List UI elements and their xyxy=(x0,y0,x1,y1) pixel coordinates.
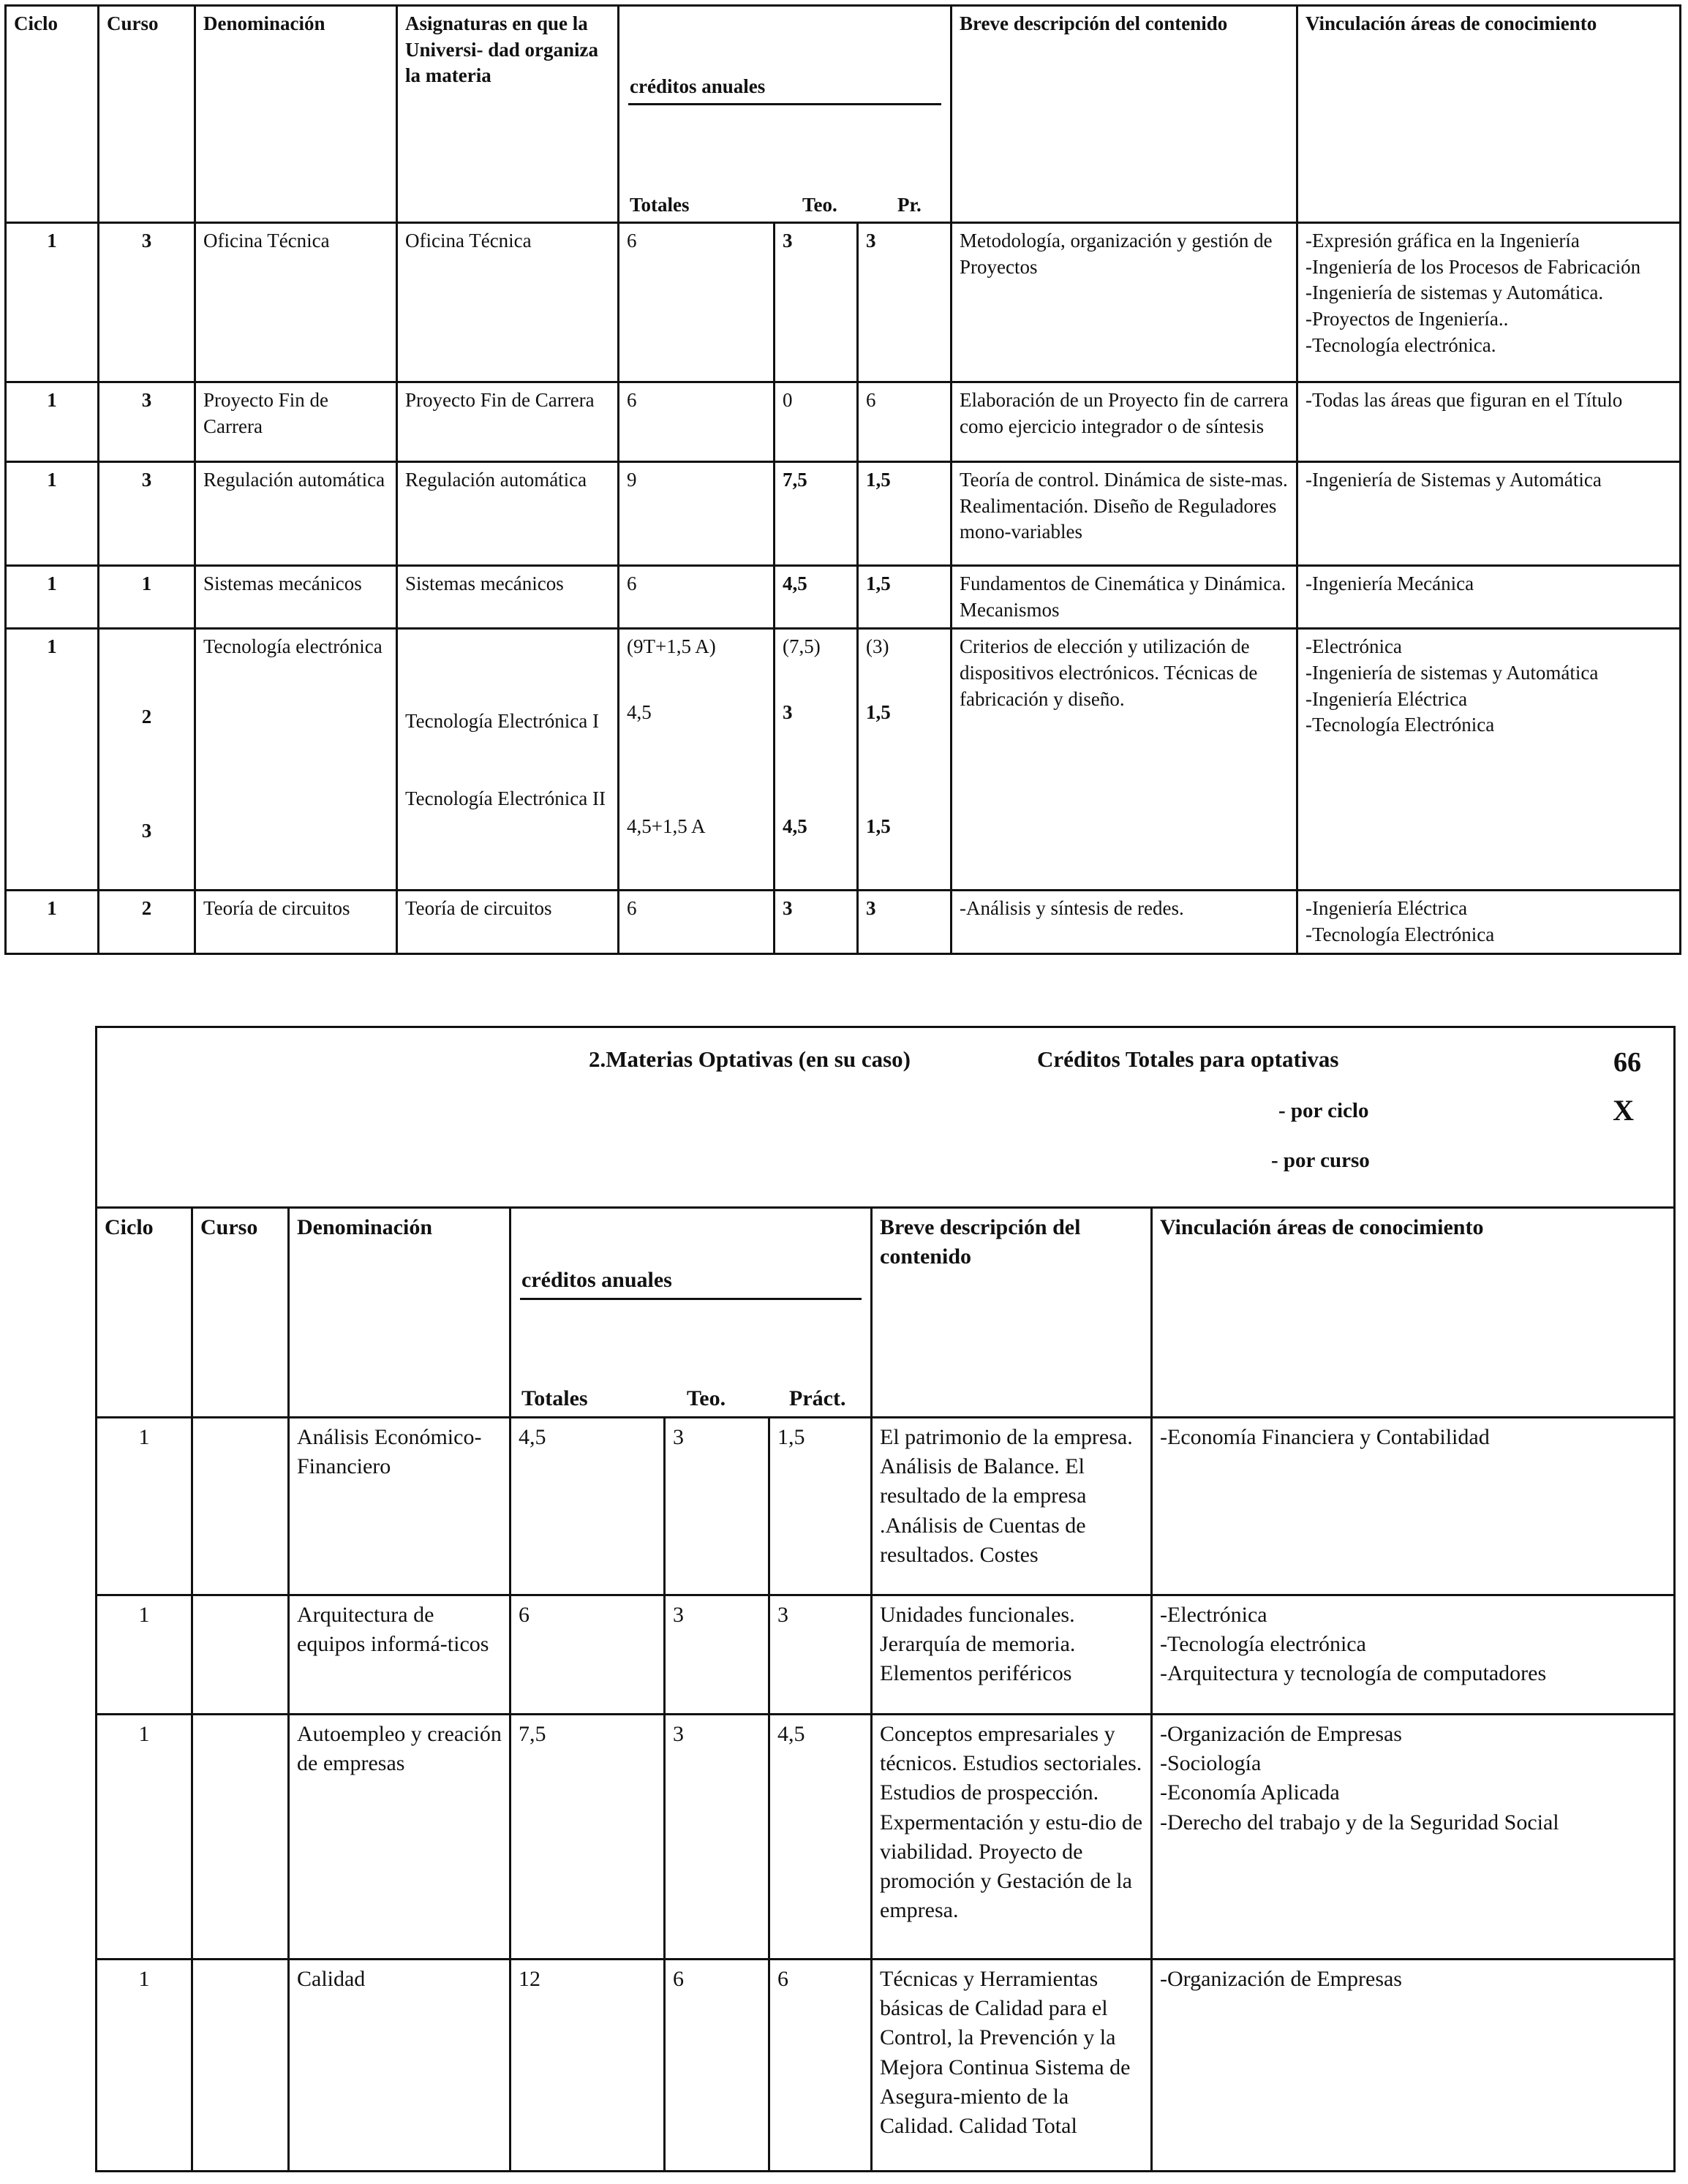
cell-descripcion: -Análisis y síntesis de redes. xyxy=(952,891,1297,953)
cell-teo: 7,5 xyxy=(775,462,858,566)
cell-areas xyxy=(1297,462,1681,566)
cell-asignatura: Oficina Técnica xyxy=(397,223,619,382)
cell-teo: 6 xyxy=(665,1960,769,2172)
table-row xyxy=(97,1960,1675,2172)
header-curso: Curso xyxy=(192,1208,289,1418)
header-totales: Totales xyxy=(630,194,690,216)
cell-curso: 2 xyxy=(99,891,195,953)
cell-pract: 3 xyxy=(769,1595,872,1715)
cell-ciclo: 1 xyxy=(6,462,99,566)
header-teo: Teo. xyxy=(687,1386,726,1410)
cell-ciclo: 1 xyxy=(6,566,99,629)
area-item: -Ingeniería Eléctrica xyxy=(1305,897,1468,920)
sub-totales: 4,5 xyxy=(627,700,652,723)
cell-denominacion: Proyecto Fin de Carrera xyxy=(195,382,397,462)
area-item: -Ingeniería Mecánica xyxy=(1305,573,1474,594)
area-item: -Electrónica xyxy=(1305,635,1402,658)
sub-pr: 1,5 xyxy=(866,815,891,837)
sub-totales: 4,5+1,5 A xyxy=(627,815,706,837)
area-item: -Proyectos de Ingeniería.. xyxy=(1305,307,1509,330)
optativas-banner xyxy=(97,1027,1675,1208)
area-item: -Ingeniería de los Procesos de Fabricación xyxy=(1305,255,1641,278)
sub-asignatura: Tecnología Electrónica I xyxy=(405,710,599,733)
table-row xyxy=(97,1715,1675,1960)
area-item: -Ingeniería de sistemas y Automática xyxy=(1305,661,1599,684)
area-item: -Organización de Empresas xyxy=(1160,1967,1402,1991)
creditos-totales-label: Créditos Totales para optativas xyxy=(1037,1046,1339,1072)
creditos-divider xyxy=(628,103,941,105)
table-row xyxy=(6,382,1681,462)
area-item: -Ingeniería de Sistemas y Automática xyxy=(1305,469,1602,491)
cell-totales: 9 xyxy=(619,462,775,566)
troncales-table xyxy=(4,4,1681,955)
por-ciclo-mark: X xyxy=(1613,1094,1634,1127)
area-item: -Expresión gráfica en la Ingeniería xyxy=(1305,230,1580,252)
pr-value: (3) xyxy=(866,635,889,658)
cell-areas xyxy=(1297,223,1681,382)
area-item: -Economía Financiera y Contabilidad xyxy=(1160,1425,1490,1449)
cell-areas xyxy=(1297,566,1681,629)
area-item: -Electrónica xyxy=(1160,1603,1267,1627)
cell-asignatura: Regulación automática xyxy=(397,462,619,566)
area-item: -Todas las áreas que figuran en el Título xyxy=(1305,389,1623,411)
header-ciclo: Ciclo xyxy=(6,6,99,223)
cell-totales xyxy=(619,629,775,891)
cell-teo xyxy=(775,629,858,891)
sub-pr: 1,5 xyxy=(866,700,891,723)
creditos-anuales-label: créditos anuales xyxy=(630,75,766,97)
table2-header-row xyxy=(97,1208,1675,1418)
cell-curso xyxy=(192,1715,289,1960)
cell-asignatura: Teoría de circuitos xyxy=(397,891,619,953)
header-curso: Curso xyxy=(99,6,195,223)
cell-areas xyxy=(1297,382,1681,462)
optativas-table xyxy=(95,1026,1676,2172)
area-item: -Arquitectura y tecnología de computadores xyxy=(1160,1661,1547,1686)
table-row xyxy=(6,891,1681,953)
area-item: -Sociología xyxy=(1160,1751,1262,1776)
sub-asignatura: Tecnología Electrónica II xyxy=(405,787,606,809)
cell-curso xyxy=(192,1960,289,2172)
header-totales: Totales xyxy=(521,1386,588,1410)
cell-denominacion: Autoempleo y creación de empresas xyxy=(289,1715,510,1960)
cell-descripcion: Metodología, organización y gestión de Proyectos xyxy=(952,223,1297,382)
cell-totales: 7,5 xyxy=(510,1715,665,1960)
creditos-totales-value: 66 xyxy=(1613,1047,1641,1078)
header-denominacion: Denominación xyxy=(195,6,397,223)
sub-curso: 3 xyxy=(141,819,152,842)
cell-ciclo: 1 xyxy=(97,1960,192,2172)
table-row xyxy=(6,223,1681,382)
cell-denominacion: Arquitectura de equipos informá-ticos xyxy=(289,1595,510,1715)
cell-curso: 3 xyxy=(99,462,195,566)
cell-totales: 6 xyxy=(619,223,775,382)
cell-pr: 1,5 xyxy=(858,566,952,629)
area-item: -Tecnología electrónica. xyxy=(1305,333,1496,356)
sub-teo: 3 xyxy=(783,700,793,723)
table-row xyxy=(97,1418,1675,1595)
header-descripcion: Breve descripción del contenido xyxy=(952,6,1297,223)
header-asignaturas: Asignaturas en que la Universi- dad organiza la materia xyxy=(397,6,619,223)
cell-pract: 1,5 xyxy=(769,1418,872,1595)
cell-totales: 6 xyxy=(619,382,775,462)
cell-ciclo: 1 xyxy=(6,382,99,462)
header-creditos-anuales xyxy=(619,6,952,223)
header-pr: Pr. xyxy=(897,194,922,216)
area-item: -Ingeniería Eléctrica xyxy=(1305,687,1468,710)
cell-curso xyxy=(192,1418,289,1595)
cell-descripcion: Elaboración de un Proyecto fin de carrera como ejercicio integrador o de síntesis xyxy=(952,382,1297,462)
cell-pr: 3 xyxy=(858,223,952,382)
cell-pr: 1,5 xyxy=(858,462,952,566)
sub-curso: 2 xyxy=(141,706,152,728)
cell-ciclo: 1 xyxy=(97,1418,192,1595)
header-ciclo: Ciclo xyxy=(97,1208,192,1418)
optativas-banner-row xyxy=(97,1027,1675,1208)
area-item: -Economía Aplicada xyxy=(1160,1780,1340,1805)
header-pract: Práct. xyxy=(789,1386,846,1410)
cell-pr: 6 xyxy=(858,382,952,462)
cell-pr xyxy=(858,629,952,891)
cell-denominacion: Teoría de circuitos xyxy=(195,891,397,953)
creditos-divider xyxy=(520,1298,862,1300)
cell-denominacion: Oficina Técnica xyxy=(195,223,397,382)
area-item: -Tecnología Electrónica xyxy=(1305,714,1495,736)
cell-teo: 3 xyxy=(665,1595,769,1715)
cell-curso xyxy=(192,1595,289,1715)
header-vinculacion: Vinculación áreas de conocimiento xyxy=(1297,6,1681,223)
por-curso-label: - por curso xyxy=(1271,1149,1370,1172)
header-vinculacion: Vinculación áreas de conocimiento xyxy=(1152,1208,1675,1418)
cell-denominacion: Sistemas mecánicos xyxy=(195,566,397,629)
cell-pract: 6 xyxy=(769,1960,872,2172)
cell-teo: 0 xyxy=(775,382,858,462)
table1-header-row xyxy=(6,6,1681,223)
cell-teo: 4,5 xyxy=(775,566,858,629)
sub-teo: 4,5 xyxy=(783,815,807,837)
cell-ciclo: 1 xyxy=(6,223,99,382)
area-item: -Derecho del trabajo y de la Seguridad Social xyxy=(1160,1810,1559,1835)
cell-totales: 6 xyxy=(619,566,775,629)
cell-ciclo: 1 xyxy=(6,629,99,891)
header-denominacion: Denominación xyxy=(289,1208,510,1418)
cell-descripcion: Unidades funcionales. Jerarquía de memoria. Elementos periféricos xyxy=(872,1595,1152,1715)
table-row xyxy=(6,566,1681,629)
cell-totales: 12 xyxy=(510,1960,665,2172)
cell-areas xyxy=(1297,891,1681,953)
cell-denominacion: Calidad xyxy=(289,1960,510,2172)
totales-value: (9T+1,5 A) xyxy=(627,635,716,658)
cell-areas xyxy=(1152,1960,1675,2172)
header-descripcion: Breve descripción del contenido xyxy=(872,1208,1152,1418)
cell-areas xyxy=(1152,1418,1675,1595)
header-creditos-anuales xyxy=(510,1208,872,1418)
cell-asignatura: Proyecto Fin de Carrera xyxy=(397,382,619,462)
cell-asignatura: Sistemas mecánicos xyxy=(397,566,619,629)
cell-descripcion: Fundamentos de Cinemática y Dinámica. Mecanismos xyxy=(952,566,1297,629)
cell-areas xyxy=(1152,1595,1675,1715)
teo-value: (7,5) xyxy=(783,635,821,658)
cell-totales: 6 xyxy=(619,891,775,953)
cell-teo: 3 xyxy=(775,223,858,382)
cell-ciclo: 1 xyxy=(6,891,99,953)
table-row xyxy=(6,629,1681,891)
cell-pr: 3 xyxy=(858,891,952,953)
creditos-anuales-label: créditos anuales xyxy=(521,1268,672,1292)
cell-descripcion: El patrimonio de la empresa. Análisis de Balance. El resultado de la empresa .Análisis de Cuentas de resultados. Costes xyxy=(872,1418,1152,1595)
cell-descripcion: Técnicas y Herramientas básicas de Calidad para el Control, la Prevención y la Mejora Continua Sistema de Asegura-miento de la Calidad. Calidad Total xyxy=(872,1960,1152,2172)
cell-curso: 1 xyxy=(99,566,195,629)
cell-denominacion: Regulación automática xyxy=(195,462,397,566)
cell-teo: 3 xyxy=(775,891,858,953)
cell-curso: 3 xyxy=(99,223,195,382)
cell-curso: 3 xyxy=(99,382,195,462)
cell-pract: 4,5 xyxy=(769,1715,872,1960)
header-teo: Teo. xyxy=(802,194,837,216)
por-ciclo-label: - por ciclo xyxy=(1278,1099,1369,1122)
cell-curso xyxy=(99,629,195,891)
cell-areas xyxy=(1152,1715,1675,1960)
cell-teo: 3 xyxy=(665,1715,769,1960)
cell-teo: 3 xyxy=(665,1418,769,1595)
area-item: -Tecnología Electrónica xyxy=(1305,923,1495,945)
cell-descripcion: Conceptos empresariales y técnicos. Estudios sectoriales. Estudios de prospección. Expermentación y estu-dio de viabilidad. Proyecto de promoción y Gestación de la empresa. xyxy=(872,1715,1152,1960)
cell-totales: 6 xyxy=(510,1595,665,1715)
table-row xyxy=(97,1595,1675,1715)
cell-areas xyxy=(1297,629,1681,891)
area-item: -Ingeniería de sistemas y Automática. xyxy=(1305,281,1604,304)
cell-totales: 4,5 xyxy=(510,1418,665,1595)
area-item: -Tecnología electrónica xyxy=(1160,1632,1366,1657)
cell-ciclo: 1 xyxy=(97,1595,192,1715)
cell-ciclo: 1 xyxy=(97,1715,192,1960)
cell-denominacion: Análisis Económico-Financiero xyxy=(289,1418,510,1595)
cell-descripcion: Criterios de elección y utilización de dispositivos electrónicos. Técnicas de fabricación y diseño. xyxy=(952,629,1297,891)
area-item: -Organización de Empresas xyxy=(1160,1722,1402,1746)
optativas-title: 2.Materias Optativas (en su caso) xyxy=(589,1046,911,1072)
cell-descripcion: Teoría de control. Dinámica de siste-mas. Realimentación. Diseño de Reguladores mono-variables xyxy=(952,462,1297,566)
cell-denominacion: Tecnología electrónica xyxy=(195,629,397,891)
cell-asignatura xyxy=(397,629,619,891)
table-row xyxy=(6,462,1681,566)
